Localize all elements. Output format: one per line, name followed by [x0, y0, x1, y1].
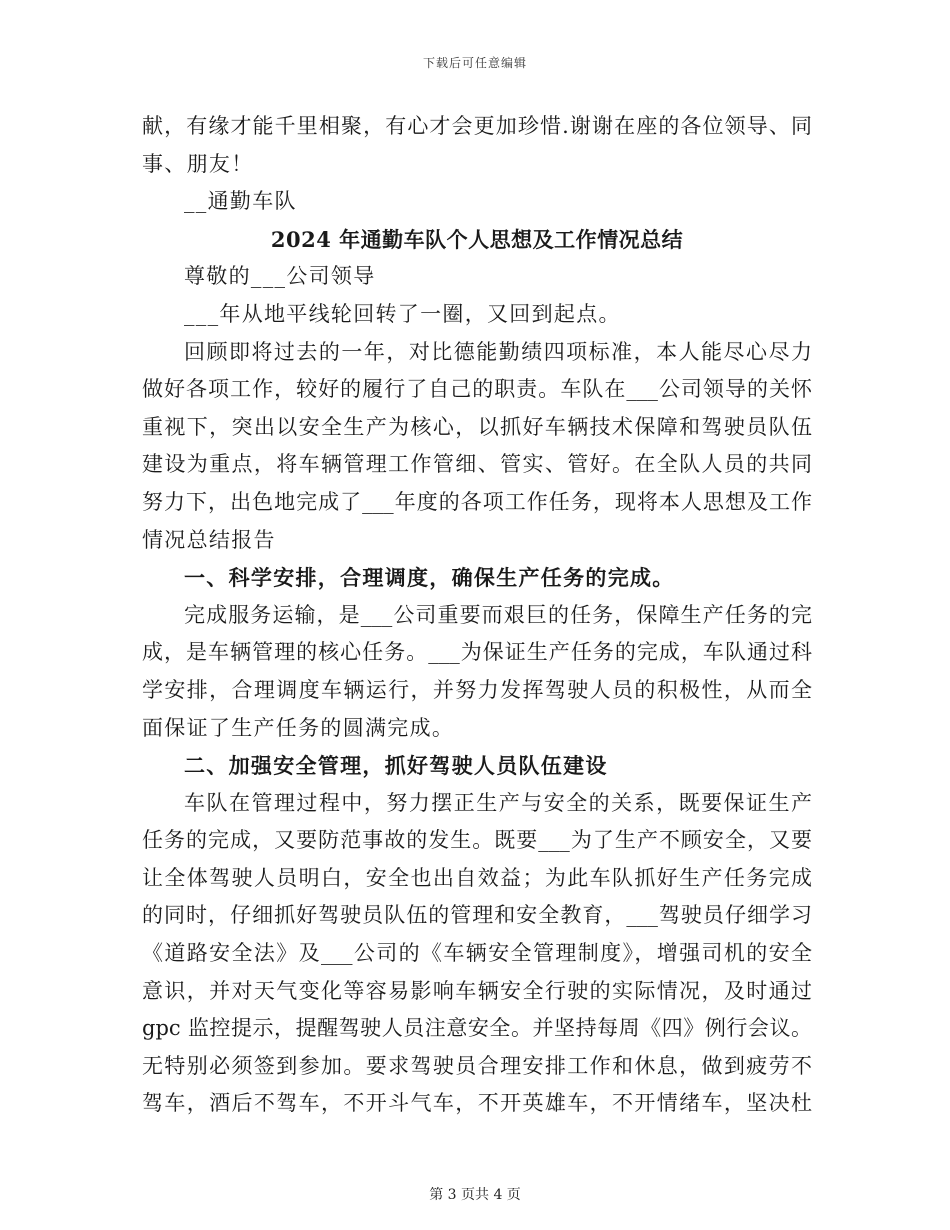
- text-line: gpc 监控提示，提醒驾驶人员注意安全。并坚持每周《四》例行会议。: [142, 1016, 812, 1041]
- text-line: __通勤车队: [184, 189, 297, 214]
- text-line: 驾车，酒后不驾车，不开斗气车，不开英雄车，不开情绪车，坚决杜: [142, 1091, 812, 1116]
- text-line: 的同时，仔细抓好驾驶员队伍的管理和安全教育，___驾驶员仔细学习: [142, 903, 812, 928]
- text-line: 事、朋友！: [142, 151, 254, 176]
- text-line: 努力下，出色地完成了___年度的各项工作任务，现将本人思想及工作: [142, 489, 812, 514]
- text-line: 献，有缘才能千里相聚，有心才会更加珍惜.谢谢在座的各位领导、同: [142, 114, 812, 138]
- text-line: 面保证了生产任务的圆满完成。: [142, 715, 455, 740]
- text-line: 车队在管理过程中，努力摆正生产与安全的关系，既要保证生产: [184, 790, 812, 815]
- document-title: 2024 年通勤车队个人思想及工作情况总结: [270, 226, 684, 252]
- document-body: [142, 108, 812, 1123]
- page-footer: 第 3 页共 4 页: [429, 1187, 521, 1203]
- page-header: 下载后可任意编辑: [422, 56, 527, 70]
- section-heading: 一、科学安排，合理调度，确保生产任务的完成。: [184, 565, 675, 591]
- text-line: 完成服务运输，是___公司重要而艰巨的任务，保障生产任务的完: [184, 602, 812, 627]
- text-line: 意识，并对天气变化等容易影响车辆安全行驶的实际情况，及时通过: [142, 978, 812, 1003]
- text-line: 做好各项工作，较好的履行了自己的职责。车队在___公司领导的关怀: [142, 377, 812, 402]
- text-line: 情况总结报告: [142, 527, 276, 552]
- text-line: ___年从地平线轮回转了一圈，又回到起点。: [184, 301, 621, 326]
- text-line: 让全体驾驶人员明白，安全也出自效益；为此车队抓好生产任务完成: [142, 865, 812, 890]
- text-line: 《道路安全法》及___公司的《车辆安全管理制度》，增强司机的安全: [142, 941, 812, 966]
- text-line: 回顾即将过去的一年，对比德能勤绩四项标准，本人能尽心尽力: [184, 339, 812, 364]
- text-line: 任务的完成，又要防范事故的发生。既要___为了生产不顾安全，又要: [142, 828, 812, 853]
- text-line: 无特别必须签到参加。要求驾驶员合理安排工作和休息，做到疲劳不: [142, 1053, 812, 1078]
- text-line: 成，是车辆管理的核心任务。___为保证生产任务的完成，车队通过科: [142, 640, 812, 665]
- section-heading: 二、加强安全管理，抓好驾驶人员队伍建设: [184, 753, 608, 779]
- text-line: 尊敬的___公司领导: [184, 264, 376, 289]
- text-line: 学安排，合理调度车辆运行，并努力发挥驾驶人员的积极性，从而全: [142, 677, 812, 702]
- text-line: 建设为重点，将车辆管理工作管细、管实、管好。在全队人员的共同: [142, 452, 812, 477]
- text-line: 重视下，突出以安全生产为核心，以抓好车辆技术保障和驾驶员队伍: [142, 414, 812, 439]
